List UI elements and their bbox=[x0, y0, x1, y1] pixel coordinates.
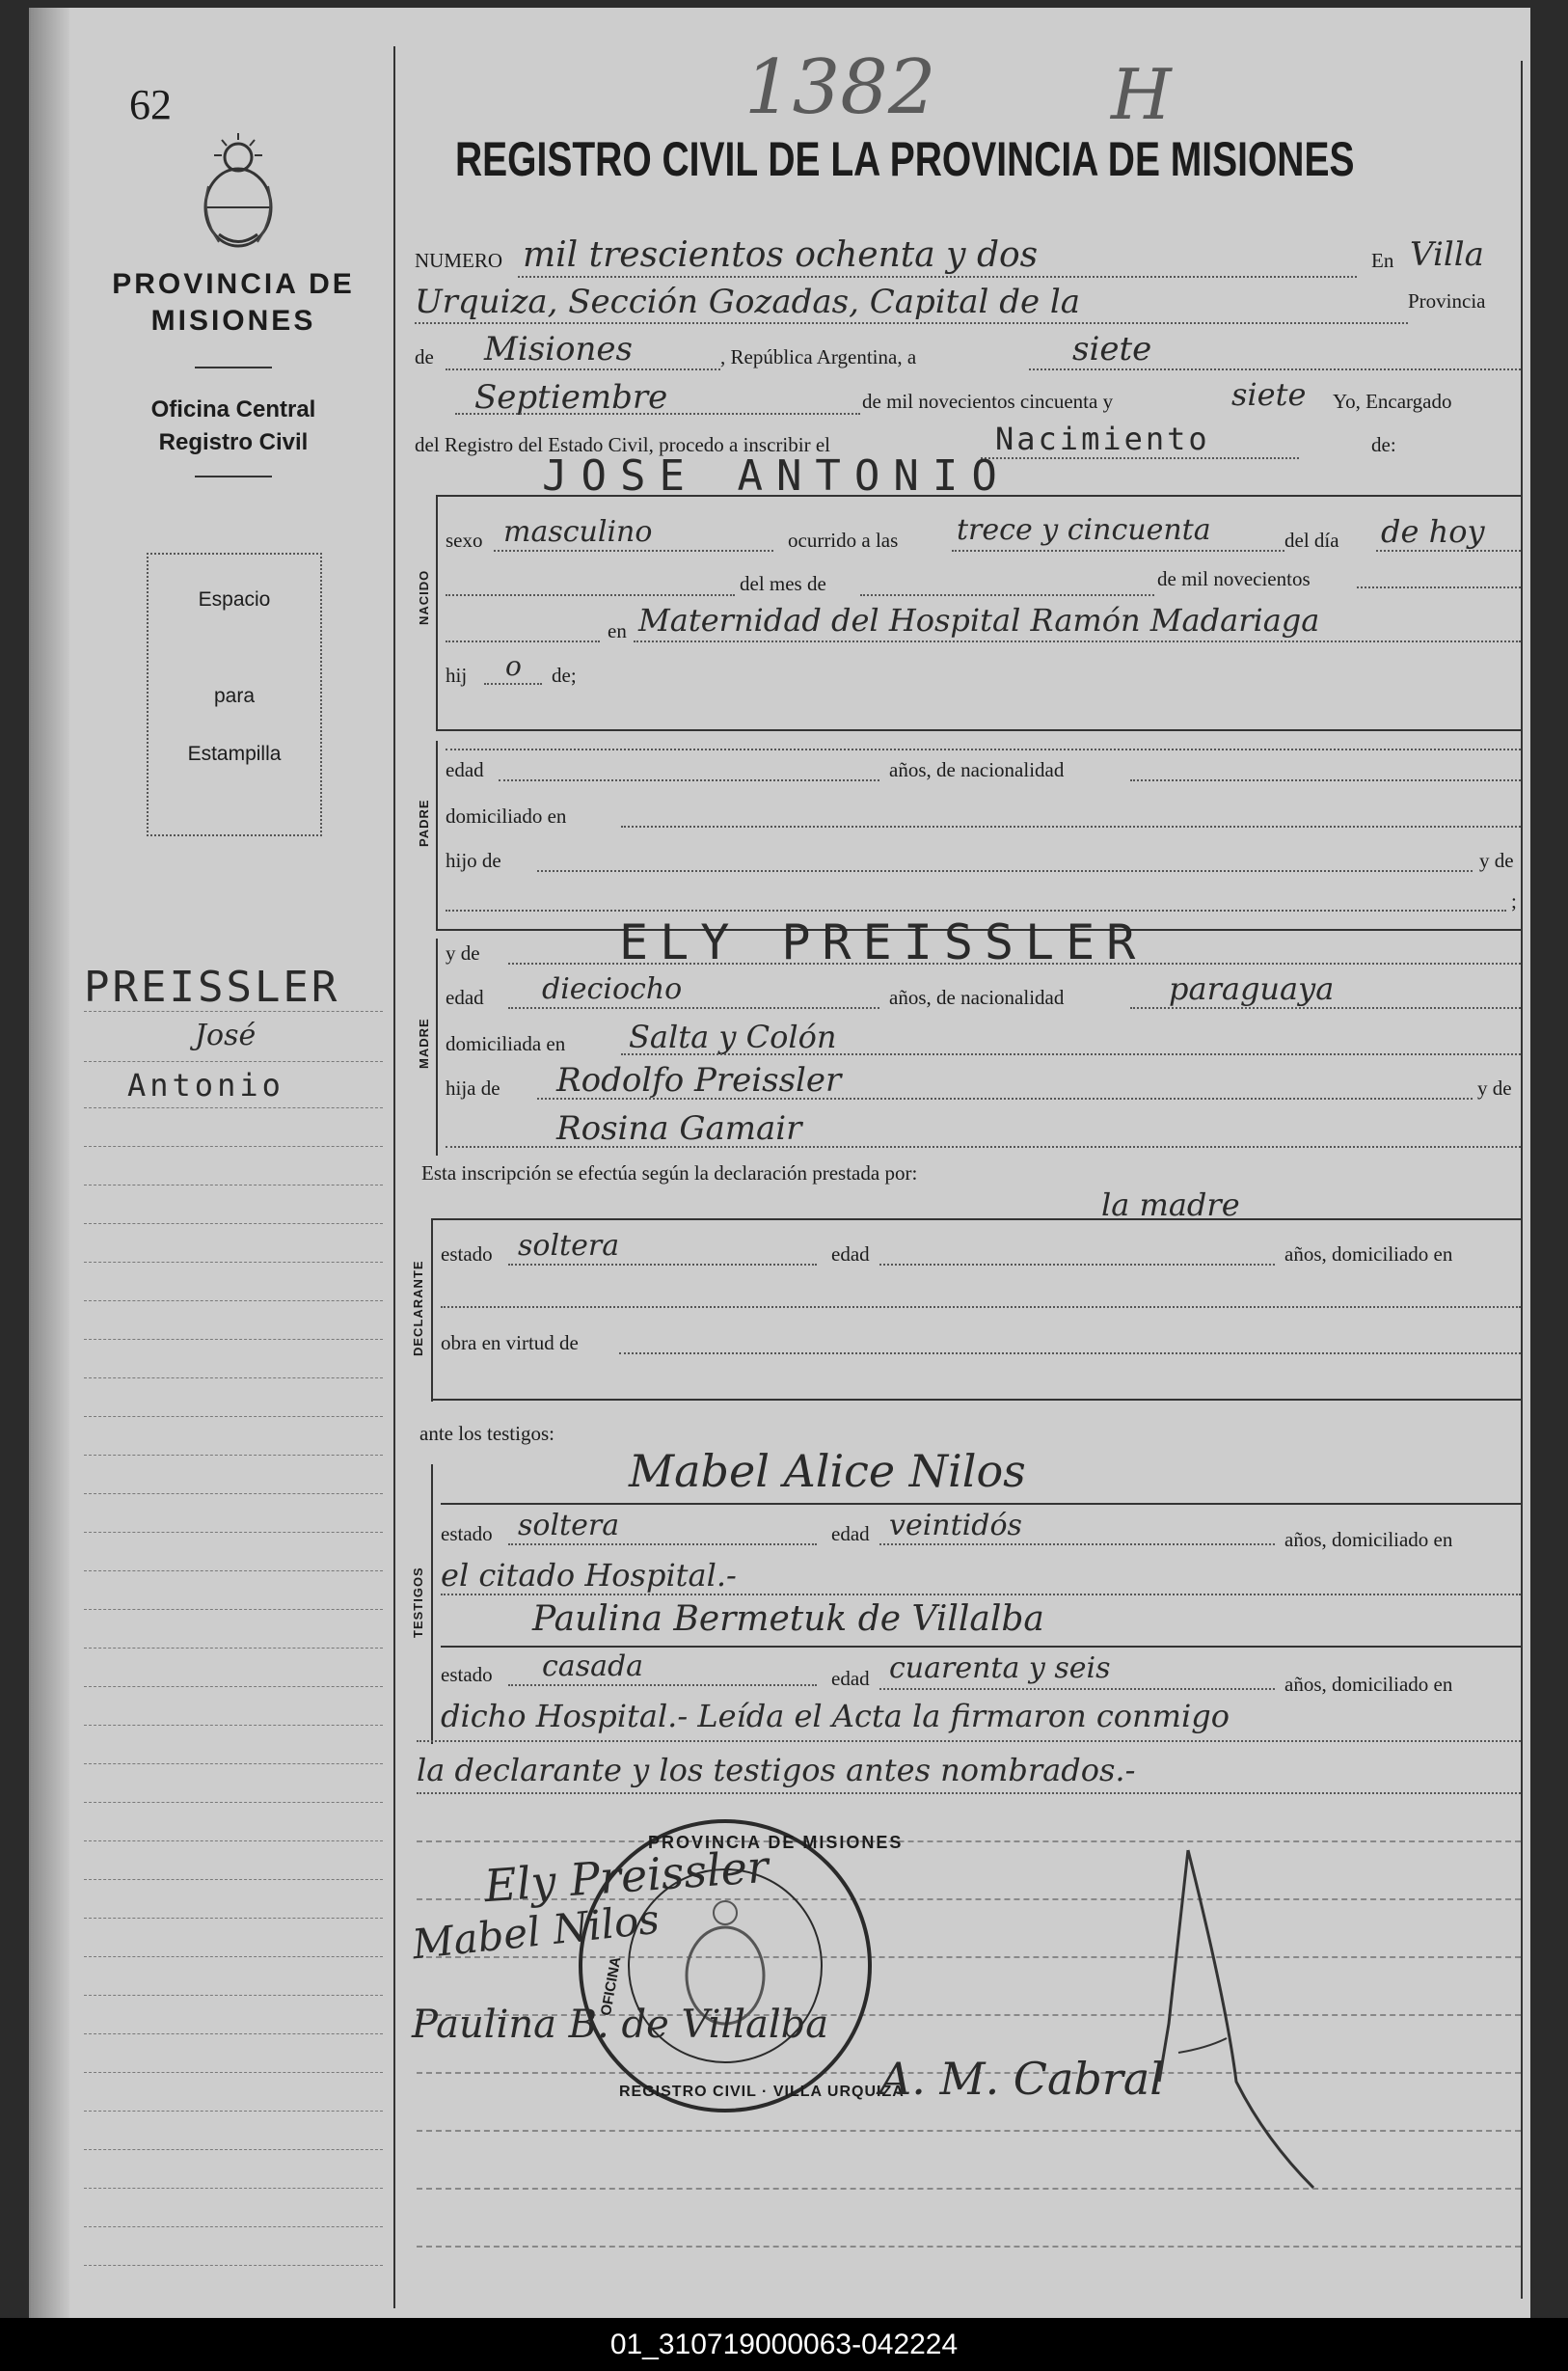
en-label: En bbox=[1371, 249, 1394, 272]
ruled-line bbox=[84, 1185, 383, 1186]
place-line bbox=[415, 322, 1408, 324]
testigo2-name: Paulina Bermetuk de Villalba bbox=[532, 1599, 1044, 1639]
ruled-line bbox=[84, 2226, 383, 2227]
declarante-anos-label: años, domiciliado en bbox=[1284, 1242, 1453, 1266]
declarante-bottom-line bbox=[431, 1399, 1521, 1401]
closing-line-1-rule bbox=[417, 1740, 1521, 1742]
nacido-top-line bbox=[436, 495, 1521, 497]
ruled-line bbox=[84, 1223, 383, 1224]
sexo-line bbox=[494, 550, 773, 552]
document-page bbox=[29, 8, 1530, 2318]
testigo1-estado-label: estado bbox=[441, 1522, 493, 1545]
madre-edad-line bbox=[508, 1007, 879, 1009]
madre-anos-label: años, de nacionalidad bbox=[889, 986, 1065, 1009]
testigos-section-label: TESTIGOS bbox=[411, 1567, 425, 1638]
testigo1-dom-line bbox=[441, 1594, 1521, 1595]
province-value: Misiones bbox=[484, 330, 633, 368]
declarante-obra-label: obra en virtud de bbox=[441, 1331, 579, 1354]
hora-value: trece y cincuenta bbox=[957, 513, 1211, 547]
lugar-value: Maternidad del Hospital Ramón Madariaga bbox=[638, 602, 1320, 639]
padre-hijo-label: hijo de bbox=[446, 849, 501, 872]
day-value: siete bbox=[1072, 330, 1152, 368]
nacido-en-label: en bbox=[608, 619, 627, 642]
madre-yde-label: y de bbox=[446, 941, 480, 965]
sexo-value: masculino bbox=[503, 515, 653, 549]
margin-first-name: José bbox=[195, 1019, 257, 1052]
seal-left-text: OFICINA bbox=[598, 1955, 625, 2017]
province-title: PROVINCIA DE MISIONES bbox=[112, 268, 355, 337]
stamp-box-line3: Estampilla bbox=[187, 743, 282, 765]
numero-label: NUMERO bbox=[415, 249, 503, 272]
padre-semicolon: ; bbox=[1511, 889, 1517, 913]
padre-edad-label: edad bbox=[446, 758, 484, 781]
mes-label: del mes de bbox=[740, 572, 826, 595]
padre-edad-line bbox=[499, 779, 879, 781]
padre-dom-line bbox=[621, 826, 1521, 828]
ruled-line bbox=[84, 1300, 383, 1301]
madre-hija-line bbox=[537, 1098, 1473, 1100]
ocurrido-label: ocurrido a las bbox=[788, 529, 899, 552]
place-value: Urquiza, Sección Gozadas, Capital de la bbox=[415, 283, 1081, 321]
ruled-line bbox=[84, 1802, 383, 1803]
padre-section-label: PADRE bbox=[417, 799, 431, 847]
testigo2-name-line bbox=[441, 1646, 1521, 1648]
ruled-line bbox=[84, 1956, 383, 1957]
madre-nac-line bbox=[1130, 1007, 1521, 1009]
coat-of-arms-icon bbox=[195, 128, 282, 254]
act-value: Nacimiento bbox=[995, 421, 1210, 457]
madre-name-line bbox=[508, 963, 1521, 965]
provincia-label: Provincia bbox=[1408, 289, 1486, 313]
declarante-estado-line bbox=[508, 1264, 817, 1266]
padre-yde-label: y de bbox=[1479, 849, 1514, 872]
ruled-line bbox=[84, 1061, 383, 1062]
madre-madre-value: Rosina Gamair bbox=[556, 1109, 802, 1148]
lugar-line bbox=[634, 640, 1521, 642]
testigo1-edad: veintidós bbox=[889, 1509, 1022, 1542]
madre-hija-label: hija de bbox=[446, 1076, 500, 1100]
padre-hijo-line bbox=[537, 870, 1473, 872]
declarante-bracket bbox=[431, 1218, 433, 1402]
ruled-line bbox=[84, 2072, 383, 2073]
ruled-line bbox=[84, 1416, 383, 1417]
declarante-obra-line bbox=[619, 1352, 1521, 1354]
madre-yde2-label: y de bbox=[1477, 1076, 1512, 1100]
document-title: REGISTRO CIVIL DE LA PROVINCIA DE MISIONES bbox=[455, 132, 1355, 186]
de2-label: de: bbox=[1371, 433, 1396, 456]
day-line bbox=[1029, 368, 1521, 370]
madre-domicilio-label: domiciliada en bbox=[446, 1032, 566, 1055]
nacido-bracket bbox=[436, 495, 438, 731]
province-line bbox=[446, 368, 720, 370]
sexo-label: sexo bbox=[446, 529, 483, 552]
nacido-day-line bbox=[446, 594, 735, 596]
official-flourish bbox=[1149, 1831, 1342, 2197]
mes-line bbox=[860, 594, 1154, 596]
madre-section-label: MADRE bbox=[417, 1018, 431, 1069]
padre-domicilio-label: domiciliado en bbox=[446, 804, 567, 828]
declarante-value: la madre bbox=[1101, 1186, 1240, 1223]
ruled-line bbox=[84, 1377, 383, 1378]
page-binding-shadow bbox=[31, 8, 69, 2318]
padre-nac-line bbox=[1130, 779, 1521, 781]
signature-testigo-1: Mabel Nilos bbox=[410, 1894, 662, 1969]
testigo2-estado-line bbox=[508, 1684, 817, 1686]
dia-label: del día bbox=[1284, 529, 1339, 552]
ruled-line bbox=[84, 2033, 383, 2034]
signature-testigo-2: Paulina B. de Villalba bbox=[412, 2003, 829, 2047]
ruled-line bbox=[84, 1725, 383, 1726]
office-name: Oficina Central Registro Civil bbox=[150, 396, 316, 455]
testigo1-anos-label: años, domiciliado en bbox=[1284, 1528, 1453, 1551]
lugar-pre-line bbox=[446, 640, 600, 642]
testigos-intro: ante los testigos: bbox=[419, 1422, 554, 1445]
en-value: Villa bbox=[1410, 235, 1484, 274]
registro-label: del Registro del Estado Civil, procedo a inscribir el bbox=[415, 433, 830, 456]
act-line bbox=[981, 457, 1299, 459]
declarante-dom-line bbox=[441, 1306, 1521, 1308]
madre-domicilio-value: Salta y Colón bbox=[629, 1019, 837, 1055]
sig-rule bbox=[417, 2246, 1521, 2248]
hora-line bbox=[952, 550, 1284, 552]
hij-line bbox=[484, 683, 542, 685]
ruled-line bbox=[84, 1763, 383, 1764]
madre-edad-label: edad bbox=[446, 986, 484, 1009]
right-border bbox=[1521, 61, 1523, 2299]
ruled-line bbox=[84, 2265, 383, 2266]
ruled-line bbox=[84, 1570, 383, 1571]
hij-de-label: de; bbox=[552, 664, 577, 687]
ruled-line bbox=[84, 1493, 383, 1494]
ruled-line bbox=[84, 1609, 383, 1610]
numero-line bbox=[518, 276, 1357, 278]
testigo1-name: Mabel Alice Nilos bbox=[629, 1445, 1026, 1497]
file-caption: 01_310719000063-042224 bbox=[0, 2318, 1568, 2371]
nacido-bottom-line bbox=[436, 729, 1521, 731]
left-divider-2 bbox=[195, 476, 272, 477]
handwritten-letter: H bbox=[1111, 54, 1172, 135]
hij-label: hij bbox=[446, 664, 468, 687]
ruled-line bbox=[84, 1262, 383, 1263]
ruled-line bbox=[84, 1532, 383, 1533]
padre-bracket bbox=[436, 741, 438, 929]
ruled-line bbox=[84, 1107, 383, 1108]
ruled-line bbox=[84, 1686, 383, 1687]
testigo2-edad-line bbox=[879, 1688, 1275, 1690]
closing-line-2: la declarante y los testigos antes nombrados.- bbox=[417, 1752, 1136, 1788]
dia-value: de hoy bbox=[1381, 513, 1485, 550]
madre-name-value: ELY PREISSLER bbox=[619, 914, 1148, 970]
ruled-line bbox=[84, 1995, 383, 1996]
declarante-intro: Esta inscripción se efectúa según la declaración prestada por: bbox=[421, 1161, 918, 1185]
madre-madre-line bbox=[446, 1146, 1521, 1148]
testigo1-estado: soltera bbox=[518, 1509, 620, 1542]
de-label: de bbox=[415, 345, 434, 368]
month-line bbox=[455, 413, 860, 415]
declarante-estado-label: estado bbox=[441, 1242, 493, 1266]
stamp-box-line1: Espacio bbox=[198, 588, 271, 611]
testigo1-edad-line bbox=[879, 1543, 1275, 1545]
ruled-line bbox=[84, 2188, 383, 2189]
ruled-line bbox=[84, 1011, 383, 1012]
declarante-estado-value: soltera bbox=[518, 1229, 620, 1263]
ruled-line bbox=[84, 1455, 383, 1456]
signature-declarante: Ely Preissler bbox=[482, 1840, 770, 1913]
declarante-edad-line bbox=[879, 1264, 1275, 1266]
sig-rule bbox=[417, 2188, 1521, 2190]
seal-bottom-text: REGISTRO CIVIL · VILLA URQUIZA bbox=[619, 2084, 905, 2100]
nacido-section-label: NACIDO bbox=[417, 569, 431, 625]
declarante-top-line bbox=[431, 1218, 1521, 1220]
ruled-line bbox=[84, 1648, 383, 1649]
signature-official: A. M. Cabral bbox=[879, 2053, 1165, 2105]
testigos-bracket bbox=[431, 1464, 433, 1744]
testigo1-domicilio: el citado Hospital.- bbox=[441, 1557, 737, 1594]
nacido-name-value: JOSE ANTONIO bbox=[542, 451, 1011, 501]
seal-top-text: PROVINCIA DE MISIONES bbox=[648, 1833, 904, 1852]
page-number: 62 bbox=[129, 81, 172, 128]
mil-line bbox=[1357, 586, 1521, 588]
padre-anos-label: años, de nacionalidad bbox=[889, 758, 1065, 781]
year-label: de mil novecientos cincuenta y bbox=[862, 390, 1114, 413]
month-value: Septiembre bbox=[474, 378, 668, 417]
ruled-line bbox=[84, 2149, 383, 2150]
closing-line-2-rule bbox=[417, 1792, 1521, 1794]
stamp-box-line2: para bbox=[213, 685, 256, 707]
hij-value: o bbox=[505, 650, 522, 682]
closing-line-1: dicho Hospital.- Leída el Acta la firmaron conmigo bbox=[441, 1698, 1230, 1734]
testigo1-name-line bbox=[441, 1503, 1521, 1505]
year-value: siete bbox=[1231, 376, 1307, 413]
testigo1-estado-line bbox=[508, 1543, 817, 1545]
madre-bracket bbox=[436, 939, 438, 1156]
ruled-line bbox=[84, 1146, 383, 1147]
madre-dom-line bbox=[621, 1053, 1521, 1055]
padre-yde-line bbox=[446, 910, 1506, 912]
testigo2-edad: cuarenta y seis bbox=[889, 1651, 1111, 1685]
ruled-line bbox=[84, 2111, 383, 2112]
sig-rule bbox=[417, 2130, 1521, 2132]
madre-nacionalidad-value: paraguaya bbox=[1169, 970, 1335, 1007]
numero-value: mil trescientos ochenta y dos bbox=[523, 235, 1039, 275]
margin-surname: PREISSLER bbox=[84, 963, 340, 1012]
margin-second-name: Antonio bbox=[127, 1067, 284, 1104]
testigo2-estado-label: estado bbox=[441, 1663, 493, 1686]
dia-line bbox=[1376, 550, 1521, 552]
ruled-line bbox=[84, 1918, 383, 1919]
madre-padre-value: Rodolfo Preissler bbox=[556, 1061, 842, 1100]
ruled-line bbox=[84, 1879, 383, 1880]
left-divider-1 bbox=[195, 367, 272, 368]
testigo1-edad-label: edad bbox=[831, 1522, 870, 1545]
testigo2-edad-label: edad bbox=[831, 1667, 870, 1690]
testigo2-estado: casada bbox=[542, 1649, 644, 1683]
republica-label: , República Argentina, a bbox=[720, 345, 917, 368]
stamp-box bbox=[147, 553, 322, 836]
column-divider bbox=[393, 46, 395, 2308]
ruled-line bbox=[84, 1840, 383, 1841]
handwritten-record-number: 1382 bbox=[744, 44, 936, 131]
declarante-section-label: DECLARANTE bbox=[411, 1260, 425, 1356]
mil-label: de mil novecientos bbox=[1157, 567, 1311, 590]
yo-label: Yo, Encargado bbox=[1333, 390, 1452, 413]
padre-name-line bbox=[446, 749, 1521, 750]
testigo2-anos-label: años, domiciliado en bbox=[1284, 1673, 1453, 1696]
madre-edad-value: dieciocho bbox=[542, 972, 683, 1006]
declarante-edad-label: edad bbox=[831, 1242, 870, 1266]
ruled-line bbox=[84, 1339, 383, 1340]
